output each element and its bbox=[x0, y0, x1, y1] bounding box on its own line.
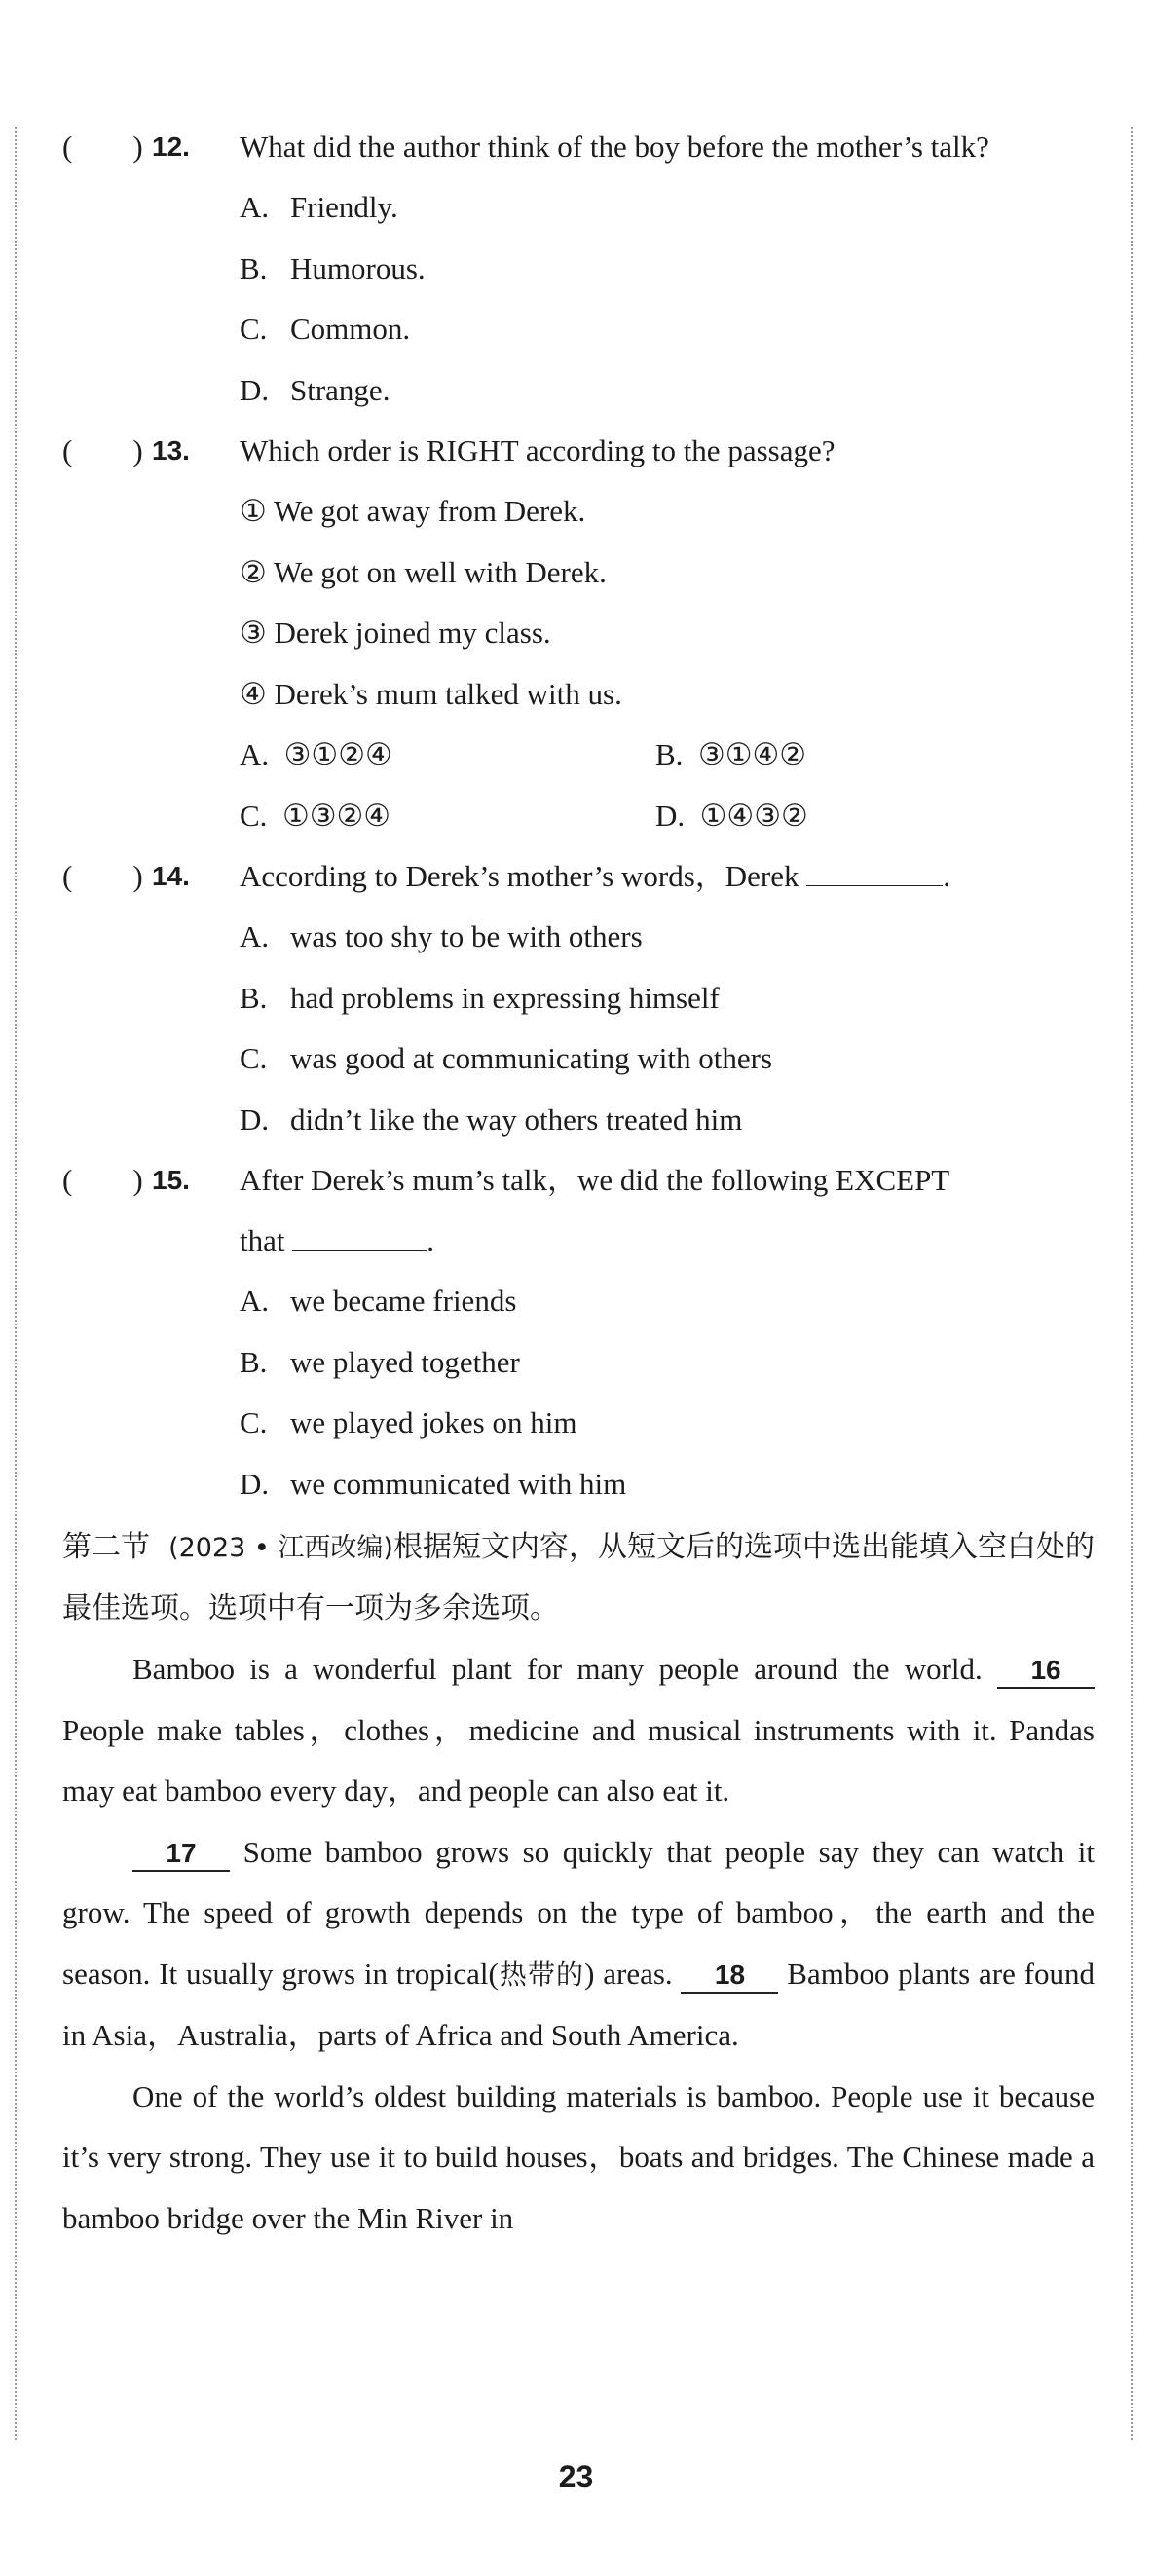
passage-paragraph-3: One of the world’s oldest building materials is bamboo. People use it because it’s very strong. They use it to build houses，boats and bridges. The Chinese made a bamboo bridge over the Min River in bbox=[62, 2078, 1095, 2235]
left-dotted-border bbox=[15, 127, 17, 2440]
worksheet-content bbox=[62, 117, 1095, 2249]
right-dotted-border bbox=[1131, 127, 1133, 2440]
option-c: C. was good at communicating with others bbox=[240, 1041, 773, 1075]
question-number: 15. bbox=[152, 1165, 190, 1195]
gap-18[interactable]: 18 bbox=[681, 1959, 778, 1994]
option-c: C. ①③②④ bbox=[240, 798, 391, 833]
question-stem: According to Derek’s mother’s words，Derek . bbox=[240, 859, 950, 893]
answer-blank[interactable] bbox=[292, 1224, 427, 1251]
option-b: B. ③①④② bbox=[655, 737, 807, 771]
question-15 bbox=[62, 1150, 1095, 1271]
question-number: 12. bbox=[152, 131, 190, 162]
question-stem: After Derek’s mum’s talk，we did the following EXCEPT bbox=[240, 1163, 950, 1197]
question-number: 14. bbox=[152, 861, 190, 891]
statement-2: ② We got on well with Derek. bbox=[240, 554, 607, 589]
option-c: C. we played jokes on him bbox=[240, 1405, 577, 1439]
answer-bracket[interactable]: ( ) bbox=[62, 1163, 143, 1197]
question-stem: What did the author think of the boy before the mother’s talk? bbox=[240, 130, 989, 164]
section-heading bbox=[62, 1517, 1095, 1639]
option-c: C. Common. bbox=[240, 312, 411, 346]
option-d: D. Strange. bbox=[240, 372, 390, 407]
option-a: A. we became friends bbox=[240, 1284, 517, 1318]
option-b: B. Humorous. bbox=[240, 250, 426, 285]
option-b: B. we played together bbox=[240, 1344, 520, 1379]
option-b: B. had problems in expressing himself bbox=[240, 980, 720, 1015]
option-a: A. Friendly. bbox=[240, 190, 398, 224]
option-a: A. was too shy to be with others bbox=[240, 919, 643, 953]
gap-17[interactable]: 17 bbox=[132, 1837, 230, 1872]
answer-blank[interactable] bbox=[806, 860, 943, 886]
answer-bracket[interactable]: ( ) bbox=[62, 130, 143, 164]
question-number: 13. bbox=[152, 435, 190, 466]
gap-16[interactable]: 16 bbox=[997, 1654, 1095, 1689]
answer-bracket[interactable]: ( ) bbox=[62, 859, 143, 893]
section-source: (2023 • 江西改编) bbox=[168, 1533, 393, 1563]
statement-1: ① We got away from Derek. bbox=[240, 494, 586, 528]
answer-bracket[interactable]: ( ) bbox=[62, 433, 143, 467]
option-d: D. didn’t like the way others treated him bbox=[240, 1101, 743, 1137]
option-d: D. ①④③② bbox=[655, 798, 808, 833]
statement-3: ③ Derek joined my class. bbox=[240, 616, 551, 650]
options-row-cd bbox=[240, 786, 1095, 847]
option-a: A. ③①②④ bbox=[240, 737, 392, 771]
question-stem: Which order is RIGHT according to the passage? bbox=[240, 433, 836, 467]
question-14 bbox=[62, 846, 1095, 907]
question-12 bbox=[62, 117, 1095, 177]
question-13 bbox=[62, 421, 1095, 481]
passage-paragraph-2: 17 Some bamboo grows so quickly that people say they can watch it grow. The speed of growth depends on the type of bamboo，the earth and the season. It usually grows in tropical(热带的) areas. 18 Bamboo plants are found in Asia，Australia，parts of Africa and South America. bbox=[62, 1834, 1095, 2052]
page-number: 23 bbox=[558, 2459, 594, 2494]
options-row-ab bbox=[240, 725, 1095, 786]
option-d: D. we communicated with him bbox=[240, 1466, 627, 1501]
section-label: 第二节 bbox=[62, 1530, 150, 1564]
section-instruction: 根据短文内容，从短文后的选项中选出能填入空白处的最佳选项。选项中有一项为多余选项。 bbox=[62, 1530, 1095, 1625]
passage-paragraph-1: Bamboo is a wonderful plant for many people around the world. 16 People make tables，clothes，medicine and musical instruments with it. Pandas may eat bamboo every day，and people can also eat it. bbox=[62, 1652, 1095, 1808]
statement-4: ④ Derek’s mum talked with us. bbox=[240, 676, 622, 711]
question-stem-line2: that . bbox=[240, 1223, 434, 1257]
